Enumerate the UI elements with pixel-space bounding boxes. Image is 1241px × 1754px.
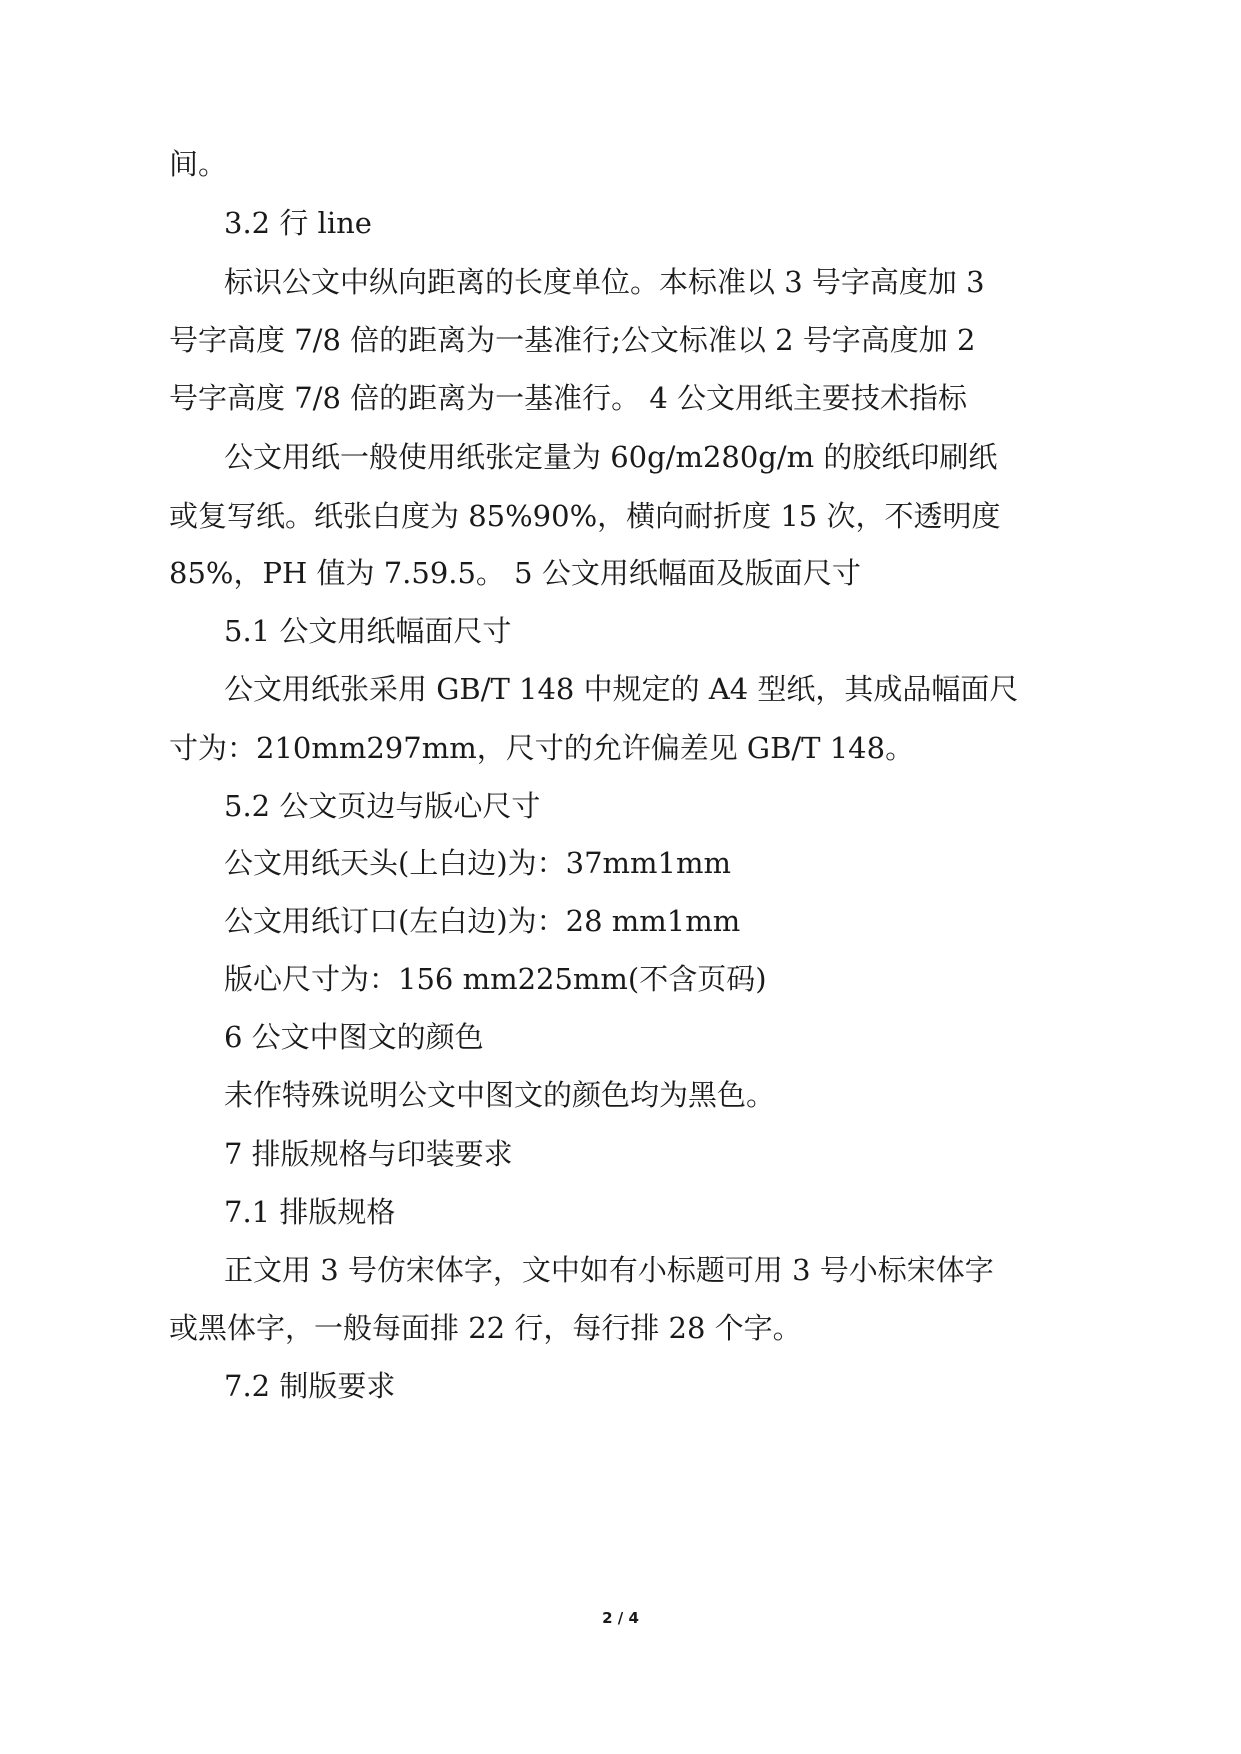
section-heading: 5.1 公文用纸幅面尺寸	[224, 614, 512, 648]
text-line: 85%，PH 值为 7.59.5。 5 公文用纸幅面及版面尺寸	[169, 556, 861, 590]
section-heading: 3.2 行 line	[224, 206, 372, 240]
text-line: 间。	[169, 147, 228, 181]
section-heading: 5.2 公文页边与版心尺寸	[224, 789, 541, 823]
text-line: 公文用纸订口(左白边)为：28 mm1mm	[224, 904, 741, 938]
text-line: 标识公文中纵向距离的长度单位。本标准以 3 号字高度加 3	[224, 265, 985, 299]
section-heading: 7 排版规格与印装要求	[224, 1137, 513, 1171]
text-line: 公文用纸张采用 GB/T 148 中规定的 A4 型纸，其成品幅面尺	[224, 672, 1019, 706]
text-line: 号字高度 7/8 倍的距离为一基准行;公文标准以 2 号字高度加 2	[169, 323, 976, 357]
text-line: 未作特殊说明公文中图文的颜色均为黑色。	[224, 1078, 776, 1112]
text-line: 号字高度 7/8 倍的距离为一基准行。 4 公文用纸主要技术指标	[169, 381, 967, 415]
section-heading: 7.2 制版要求	[224, 1369, 396, 1403]
text-line: 或黑体字，一般每面排 22 行，每行排 28 个字。	[169, 1311, 802, 1345]
text-line: 公文用纸一般使用纸张定量为 60g/m280g/m 的胶纸印刷纸	[224, 440, 998, 474]
text-line: 公文用纸天头(上白边)为：37mm1mm	[224, 846, 731, 880]
text-line: 版心尺寸为：156 mm225mm(不含页码)	[224, 962, 767, 996]
section-heading: 7.1 排版规格	[224, 1195, 396, 1229]
section-heading: 6 公文中图文的颜色	[224, 1020, 484, 1054]
text-line: 寸为：210mm297mm，尺寸的允许偏差见 GB/T 148。	[169, 731, 915, 765]
page-number: 2 / 4	[602, 1609, 639, 1627]
text-line: 或复写纸。纸张白度为 85%90%，横向耐折度 15 次，不透明度	[169, 499, 1001, 533]
text-line: 正文用 3 号仿宋体字，文中如有小标题可用 3 号小标宋体字	[224, 1253, 994, 1287]
